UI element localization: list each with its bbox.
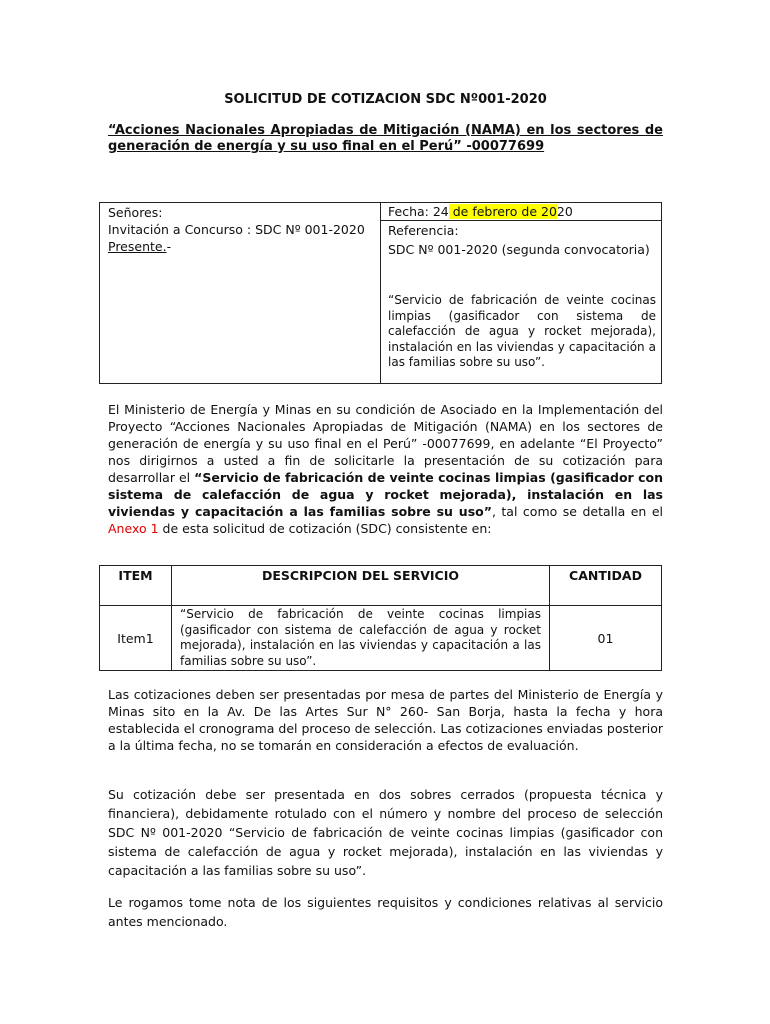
intro-text-before: El Ministerio de Energía y Minas en su condición de Asociado en la Implementación del Proyecto “Acciones Nacionales Apropiadas de Mitigación (NAMA) en los sectores de generación de energía y su uso final en el Perú” -00077699, en adelante “El Proyecto” nos dirigirnos a usted a fin de solicitarle la presentación de su cotización para desarrollar el [108, 402, 663, 485]
box-divider-vertical [380, 203, 381, 383]
intro-text-middle: , tal como se detalla en el [491, 504, 663, 519]
envelopes-paragraph: Su cotización debe ser presentada en dos sobres cerrados (propuesta técnica y financiera), debidamente rotulado con el número y nombre del proceso de selección SDC Nº 001-2020 “Servicio de fabricación de veinte cocinas limpias (gasificador con sistema de calefacción de agua y rocket mejorada), instalación en las viviendas y capacitación a las familias sobre su uso”. [108, 787, 663, 878]
intro-bold-service: “Servicio de fabricación de veinte cocinas limpias (gasificador con sistema de calefacción de agua y rocket mejorada), instalación en las viviendas y capacitación a las familias sobre su uso” [108, 470, 663, 519]
annex-link[interactable]: Anexo 1 [108, 521, 159, 536]
table-row [100, 606, 662, 671]
project-subtitle: “Acciones Nacionales Apropiadas de Mitigación (NAMA) en los sectores de generación de energía y su uso final en el Perú” -00077699 [108, 123, 663, 154]
table-header-row [100, 566, 662, 606]
reference-block [388, 221, 656, 259]
intro-paragraph [108, 401, 663, 537]
intro-text-after: de esta solicitud de cotización (SDC) consistente en: [158, 521, 492, 536]
presente-suffix: - [166, 239, 172, 254]
header-quantity: CANTIDAD [550, 566, 662, 606]
date-suffix: 20 [556, 204, 573, 219]
addressee-block [108, 204, 376, 255]
senores-label: Señores: [108, 205, 163, 220]
cell-description: “Servicio de fabricación de veinte cocinas limpias (gasificador con sistema de calefacción de agua y rocket mejorada), instalación en las viviendas y capacitación a las familias sobre su uso”. [172, 606, 550, 671]
date-prefix: Fecha: 24 [388, 204, 449, 219]
date-line [388, 204, 573, 220]
header-box [99, 202, 662, 384]
date-highlighted: de febrero de 20 [448, 204, 557, 219]
reference-label: Referencia: [388, 223, 459, 238]
reference-value: SDC Nº 001-2020 (segunda convocatoria) [388, 242, 650, 257]
cell-quantity: 01 [550, 606, 662, 671]
header-item: ITEM [100, 566, 172, 606]
submission-paragraph: Las cotizaciones deben ser presentadas por mesa de partes del Ministerio de Energía y Minas sito en la Av. De las Artes Sur N° 260- San Borja, hasta la fecha y hora establecida el cronograma del proceso de selección. Las cotizaciones enviadas posterior a la última fecha, no se tomarán en consideración a efectos de evaluación. [108, 687, 663, 753]
presente-label: Presente. [108, 239, 167, 254]
header-description: DESCRIPCION DEL SERVICIO [172, 566, 550, 606]
cell-item: Item1 [100, 606, 172, 671]
service-table [99, 565, 662, 671]
requirements-paragraph: Le rogamos tome nota de los siguientes requisitos y condiciones relativas al servicio antes mencionado. [108, 895, 663, 929]
reference-service-text: “Servicio de fabricación de veinte cocinas limpias (gasificador con sistema de calefacción de agua y rocket mejorada), instalación en las viviendas y capacitación a las familias sobre su uso”. [388, 293, 656, 369]
presente-line [108, 238, 376, 255]
invitation-text: Invitación a Concurso : SDC Nº 001-2020 [108, 222, 365, 237]
document-title: SOLICITUD DE COTIZACION SDC Nº001-2020 [224, 92, 547, 107]
